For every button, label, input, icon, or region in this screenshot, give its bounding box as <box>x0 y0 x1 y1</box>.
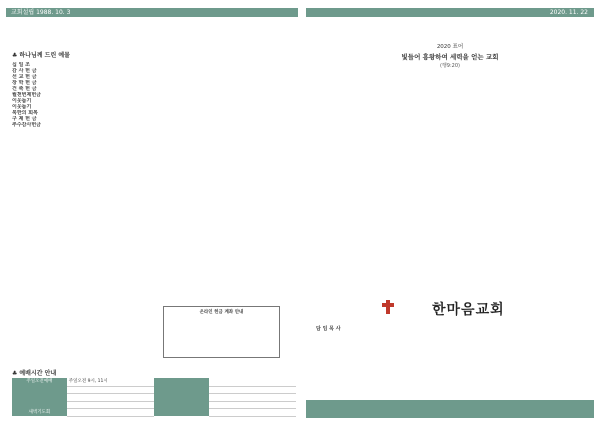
worship-service-time <box>67 409 154 417</box>
offering-label: 건 축 헌 금 <box>12 86 37 92</box>
church-name: 한마음교회 <box>432 302 505 318</box>
offering-label: 추수감사헌금 <box>12 122 41 128</box>
online-offering-notice <box>163 306 280 358</box>
worship-row <box>12 378 296 386</box>
worship-service-time <box>67 394 154 402</box>
staff-role <box>316 379 360 388</box>
worship-service-name <box>12 401 67 409</box>
worship-schedule-table <box>12 378 296 417</box>
worship-service-name <box>12 394 67 402</box>
header-right-bar <box>306 8 594 17</box>
staff-row <box>316 370 588 379</box>
worship-section-title: ♣ 예배시간 안내 <box>12 370 57 377</box>
offering-label: 월천번제헌금 <box>12 92 41 98</box>
footer-contact <box>306 400 594 418</box>
staff-names <box>360 334 588 343</box>
worship-service-name <box>154 386 209 394</box>
worship-service-name <box>154 409 209 417</box>
worship-service-time <box>209 394 296 402</box>
staff-names <box>360 343 588 352</box>
worship-row <box>12 386 296 394</box>
staff-names <box>360 370 588 379</box>
worship-service-name <box>154 378 209 386</box>
worship-service-name <box>154 394 209 402</box>
staff-role <box>316 343 360 352</box>
worship-service-time <box>209 386 296 394</box>
offering-label: 감 사 헌 금 <box>12 68 37 74</box>
staff-row <box>316 352 588 361</box>
worship-service-name: 새벽기도회 <box>12 409 67 417</box>
staff-names <box>360 325 588 334</box>
motto-text: 빛들어 흥왕하여 세력을 얻는 교회 <box>401 53 499 61</box>
offering-label: 선 교 헌 금 <box>12 74 37 80</box>
staff-names <box>360 352 588 361</box>
offering-label: 북한의 회복 <box>12 110 38 116</box>
worship-row <box>12 409 296 417</box>
worship-row <box>12 401 296 409</box>
worship-service-name <box>12 386 67 394</box>
bulletin-date: 2020. 11. 22 <box>549 9 588 16</box>
staff-names <box>360 379 588 388</box>
worship-service-time <box>67 401 154 409</box>
worship-service-time: 주일오전 9시, 11시 <box>67 378 154 386</box>
offering-label: 이웃돕기 <box>12 98 32 104</box>
header-left-bar <box>6 8 298 17</box>
club-icon: ♣ <box>12 370 18 377</box>
staff-row <box>316 343 588 352</box>
staff-role <box>316 334 360 343</box>
staff-row <box>316 388 588 397</box>
staff-list <box>316 325 588 397</box>
worship-service-name <box>154 401 209 409</box>
staff-role <box>316 388 360 397</box>
offering-label: 장 학 헌 금 <box>12 80 37 86</box>
offering-table <box>12 62 298 128</box>
staff-role <box>316 352 360 361</box>
staff-names <box>360 361 588 370</box>
founding-date: 교회설립 1988. 10. 3 <box>11 9 71 16</box>
offering-label: 이웃돕기 <box>12 104 32 110</box>
staff-role: 담 임 목 사 <box>316 326 341 332</box>
notice-title: 온라인 헌금 계좌 안내 <box>199 310 244 315</box>
worship-service-time <box>209 409 296 417</box>
worship-service-time <box>67 386 154 394</box>
motto-year: 2020 표어 <box>436 44 464 50</box>
club-icon: ♣ <box>12 52 18 59</box>
year-motto <box>306 42 594 69</box>
offering-names <box>46 122 298 128</box>
worship-service-name: 주일오전예배 <box>12 378 67 386</box>
staff-row <box>316 379 588 388</box>
staff-row <box>316 361 588 370</box>
cross-logo-icon <box>382 300 394 314</box>
staff-role <box>316 361 360 370</box>
motto-reference: (행9:20) <box>440 63 460 69</box>
staff-names <box>360 388 588 397</box>
offering-label: 구 제 헌 금 <box>12 116 37 122</box>
staff-row <box>316 325 588 334</box>
staff-role <box>316 370 360 379</box>
worship-service-time <box>209 378 296 386</box>
worship-row <box>12 394 296 402</box>
offering-label: 십 일 조 <box>12 62 30 68</box>
offering-row <box>12 122 298 128</box>
offering-section-title: ♣ 하나님께 드린 예물 <box>12 52 70 59</box>
worship-service-time <box>209 401 296 409</box>
staff-row <box>316 334 588 343</box>
